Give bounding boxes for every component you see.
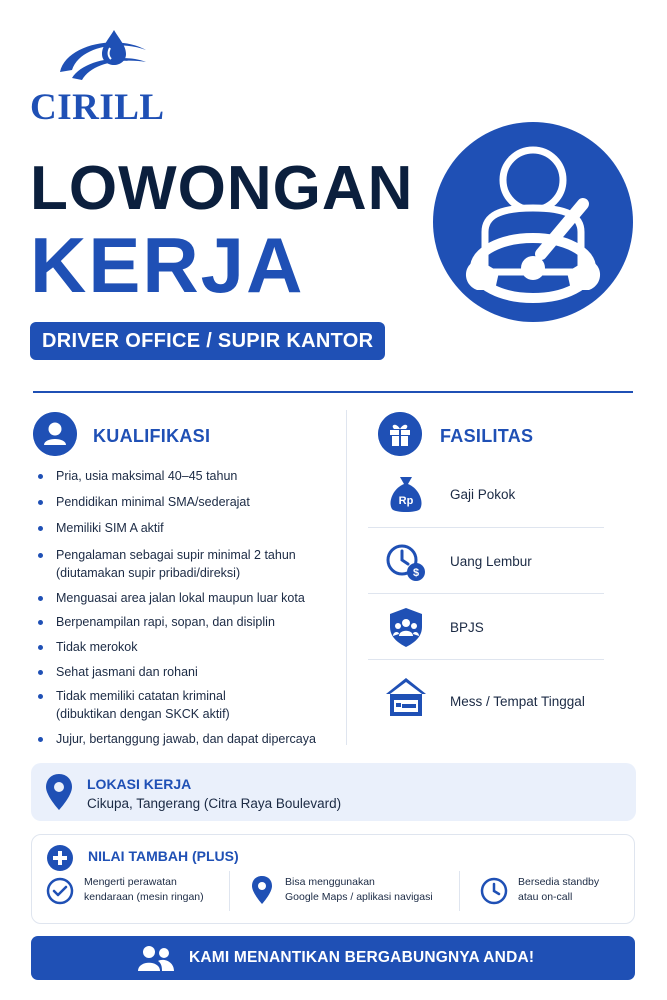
position-badge: DRIVER OFFICE / SUPIR KANTOR xyxy=(30,322,385,360)
list-item: Pengalaman sebagai supir minimal 2 tahun xyxy=(36,546,341,564)
lokasi-kerja-box xyxy=(31,763,636,821)
people-icon xyxy=(137,944,175,972)
column-divider xyxy=(346,410,347,745)
cta-banner xyxy=(31,936,635,980)
plus-divider xyxy=(229,871,230,911)
list-item: Pendidikan minimal SMA/sederajat xyxy=(36,493,341,511)
lokasi-title: LOKASI KERJA xyxy=(87,776,192,792)
clock-dollar-icon xyxy=(384,540,428,584)
plus-item-line2: atau on-call xyxy=(518,891,573,903)
kualifikasi-title: KUALIFIKASI xyxy=(93,426,211,446)
driver-steering-wheel-icon xyxy=(433,122,633,322)
list-item: Menguasai area jalan lokal maupun luar kota xyxy=(36,589,341,607)
cta-text: KAMI MENANTIKAN BERGABUNGNYA ANDA! xyxy=(189,949,535,966)
map-pin-icon xyxy=(251,875,273,905)
check-circle-icon xyxy=(46,877,74,905)
list-item: Pria, usia maksimal 40–45 tahun xyxy=(36,467,341,485)
house-bed-icon xyxy=(384,674,428,718)
list-item: Sehat jasmani dan rohani xyxy=(36,663,341,681)
plus-item-line1: Mengerti perawatan xyxy=(84,876,177,888)
plus-divider xyxy=(459,871,460,911)
plus-icon xyxy=(47,845,73,871)
plus-item-line2: kendaraan (mesin ringan) xyxy=(84,891,204,903)
facility-item-gaji xyxy=(368,462,604,528)
facility-label: Gaji Pokok xyxy=(450,487,516,502)
list-item-continuation: (diutamakan supir pribadi/direksi) xyxy=(56,566,241,580)
list-item: Tidak memiliki catatan kriminal xyxy=(36,687,341,705)
facility-item-lembur xyxy=(368,528,604,594)
nilai-tambah-box xyxy=(31,834,635,924)
gift-icon xyxy=(378,412,422,456)
list-item: Berpenampilan rapi, sopan, dan disiplin xyxy=(36,613,341,631)
section-divider xyxy=(33,391,633,393)
list-item: Jujur, bertanggung jawab, dan dapat dipercaya xyxy=(36,730,341,748)
headline-line2: KERJA xyxy=(30,221,305,309)
svg-text:$: $ xyxy=(412,567,420,579)
list-item: Tidak merokok xyxy=(36,638,341,656)
lokasi-value: Cikupa, Tangerang (Citra Raya Boulevard) xyxy=(87,796,342,811)
facility-label: Mess / Tempat Tinggal xyxy=(450,694,585,709)
brand-logo xyxy=(30,28,190,128)
list-item-continuation: (dibuktikan dengan SKCK aktif) xyxy=(56,707,230,721)
clock-icon xyxy=(480,877,508,905)
facility-item-bpjs xyxy=(368,594,604,660)
user-icon xyxy=(33,412,77,456)
money-bag-badge: Rp xyxy=(398,495,414,507)
headline-line1: LOWONGAN xyxy=(30,154,414,223)
nilai-tambah-title: NILAI TAMBAH (PLUS) xyxy=(88,848,239,864)
money-bag-icon xyxy=(384,473,428,517)
facility-label: BPJS xyxy=(450,620,484,635)
map-pin-icon xyxy=(45,773,73,811)
plus-item-line2: Google Maps / aplikasi navigasi xyxy=(285,891,433,903)
plus-item-line1: Bisa menggunakan xyxy=(285,876,375,888)
plus-item-line1: Bersedia standby xyxy=(518,876,600,888)
facility-item-mess xyxy=(368,660,604,726)
brand-name: CIRILL xyxy=(30,87,165,128)
shield-people-icon xyxy=(384,605,428,649)
fasilitas-title: FASILITAS xyxy=(440,426,534,446)
facility-label: Uang Lembur xyxy=(450,554,532,569)
water-drop-swoosh-logo-icon xyxy=(58,28,148,86)
list-item: Memiliki SIM A aktif xyxy=(36,519,341,537)
